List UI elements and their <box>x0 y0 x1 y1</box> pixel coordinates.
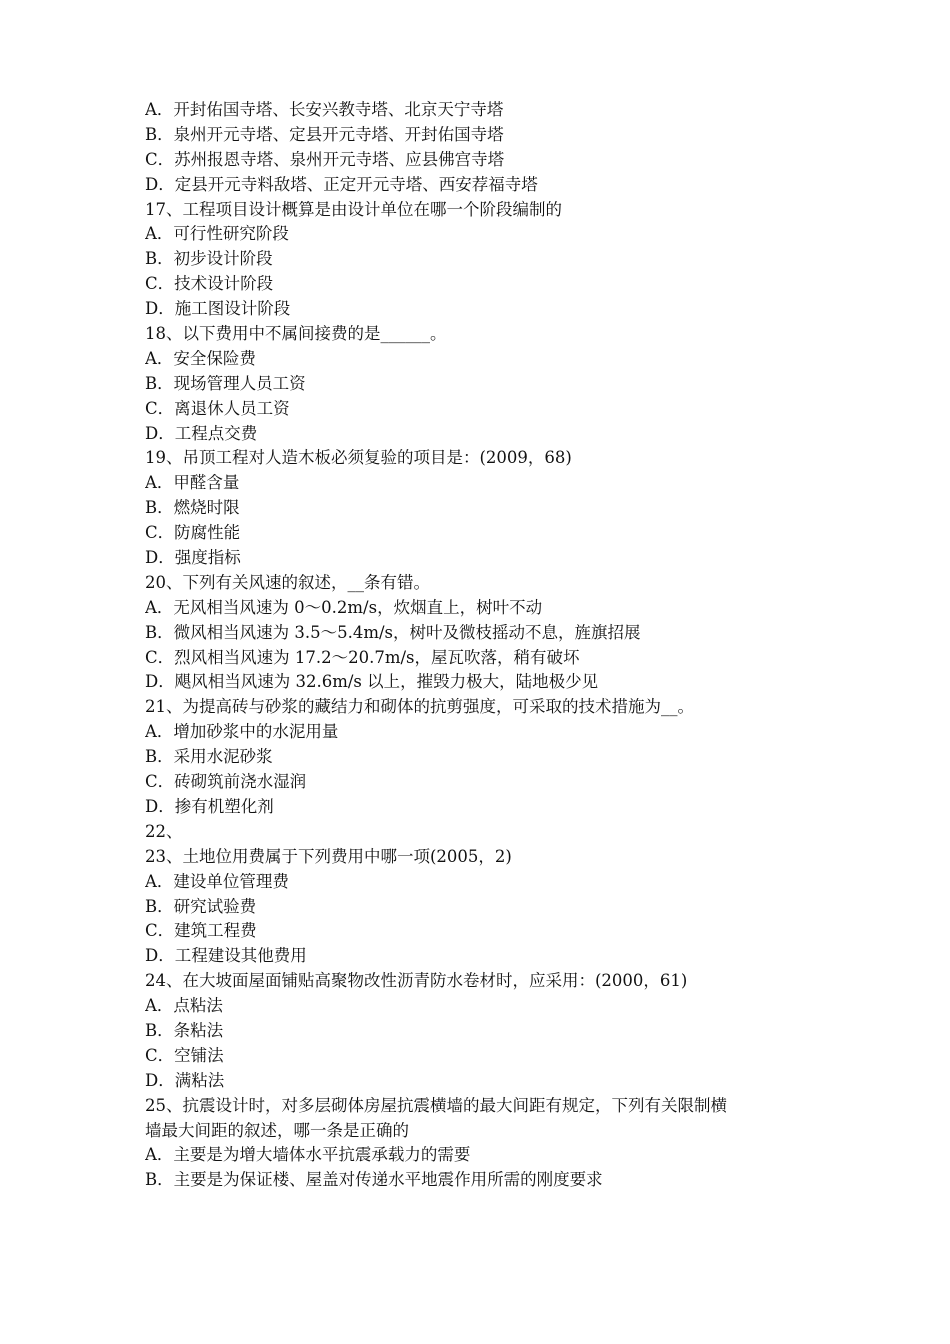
answer-option: A．无风相当风速为 0～0.2m/s，炊烟直上，树叶不动 <box>145 597 543 617</box>
answer-option: C．烈风相当风速为 17.2～20.7m/s，屋瓦吹落，稍有破坏 <box>145 647 580 667</box>
answer-option: B．研究试验费 <box>145 896 257 916</box>
answer-option: C．防腐性能 <box>145 523 241 543</box>
question-stem: 17、工程项目设计概算是由设计单位在哪一个阶段编制的 <box>145 199 562 219</box>
answer-option: B．现场管理人员工资 <box>145 373 306 393</box>
answer-option: C．砖砌筑前浇水湿润 <box>145 772 307 792</box>
answer-option: A．点粘法 <box>145 996 223 1016</box>
question-stem: 22、 <box>145 821 183 841</box>
answer-option: C．技术设计阶段 <box>145 274 274 294</box>
answer-option: A．主要是为增大墙体水平抗震承载力的需要 <box>145 1145 471 1165</box>
question-stem: 24、在大坡面屋面铺贴高聚物改性沥青防水卷材时，应采用：(2000，61) <box>145 971 688 991</box>
question-stem: 25、抗震设计时，对多层砌体房屋抗震横墙的最大间距有规定，下列有关限制横 <box>145 1095 727 1115</box>
answer-option: A．建设单位管理费 <box>145 871 289 891</box>
question-stem: 23、土地位用费属于下列费用中哪一项(2005，2) <box>145 846 512 866</box>
question-stem: 19、吊顶工程对人造木板必须复验的项目是：(2009，68) <box>145 448 572 468</box>
answer-option: B．采用水泥砂浆 <box>145 747 273 767</box>
answer-option: A．开封佑国寺塔、长安兴教寺塔、北京天宁寺塔 <box>145 100 504 119</box>
answer-option: B．微风相当风速为 3.5～5.4m/s，树叶及微枝摇动不息，旌旗招展 <box>145 622 641 642</box>
text-line: 墙最大间距的叙述，哪一条是正确的 <box>145 1120 409 1140</box>
answer-option: D．掺有机塑化剂 <box>145 796 274 816</box>
answer-option: D．工程点交费 <box>145 423 258 443</box>
answer-option: D．飓风相当风速为 32.6m/s 以上，摧毁力极大，陆地极少见 <box>145 672 599 692</box>
question-stem: 20、下列有关风速的叙述，__条有错。 <box>145 572 430 592</box>
answer-option: D．定县开元寺料敌塔、正定开元寺塔、西安荐福寺塔 <box>145 174 538 194</box>
answer-option: B．主要是为保证楼、屋盖对传递水平地震作用所需的刚度要求 <box>145 1170 603 1190</box>
answer-option: D．施工图设计阶段 <box>145 299 291 319</box>
answer-option: C．建筑工程费 <box>145 921 257 941</box>
answer-option: B．泉州开元寺塔、定县开元寺塔、开封佑国寺塔 <box>145 124 504 144</box>
answer-option: D．工程建设其他费用 <box>145 946 307 966</box>
answer-option: B．初步设计阶段 <box>145 249 273 269</box>
answer-option: A．增加砂浆中的水泥用量 <box>145 722 339 742</box>
answer-option: D．满粘法 <box>145 1070 225 1090</box>
answer-option: D．强度指标 <box>145 548 241 568</box>
answer-option: A．甲醛含量 <box>145 473 240 493</box>
answer-option: B．条粘法 <box>145 1020 224 1040</box>
answer-option: B．燃烧时限 <box>145 498 240 518</box>
question-text-block <box>145 98 815 1193</box>
answer-option: C．空铺法 <box>145 1045 224 1065</box>
answer-option: A．安全保险费 <box>145 348 256 368</box>
answer-option: C．苏州报恩寺塔、泉州开元寺塔、应县佛宫寺塔 <box>145 149 505 169</box>
answer-option: C．离退休人员工资 <box>145 398 290 418</box>
question-stem: 18、以下费用中不属间接费的是______。 <box>145 324 447 344</box>
answer-option: A．可行性研究阶段 <box>145 224 289 244</box>
question-stem: 21、为提高砖与砂浆的藏结力和砌体的抗剪强度，可采取的技术措施为__。 <box>145 697 694 717</box>
